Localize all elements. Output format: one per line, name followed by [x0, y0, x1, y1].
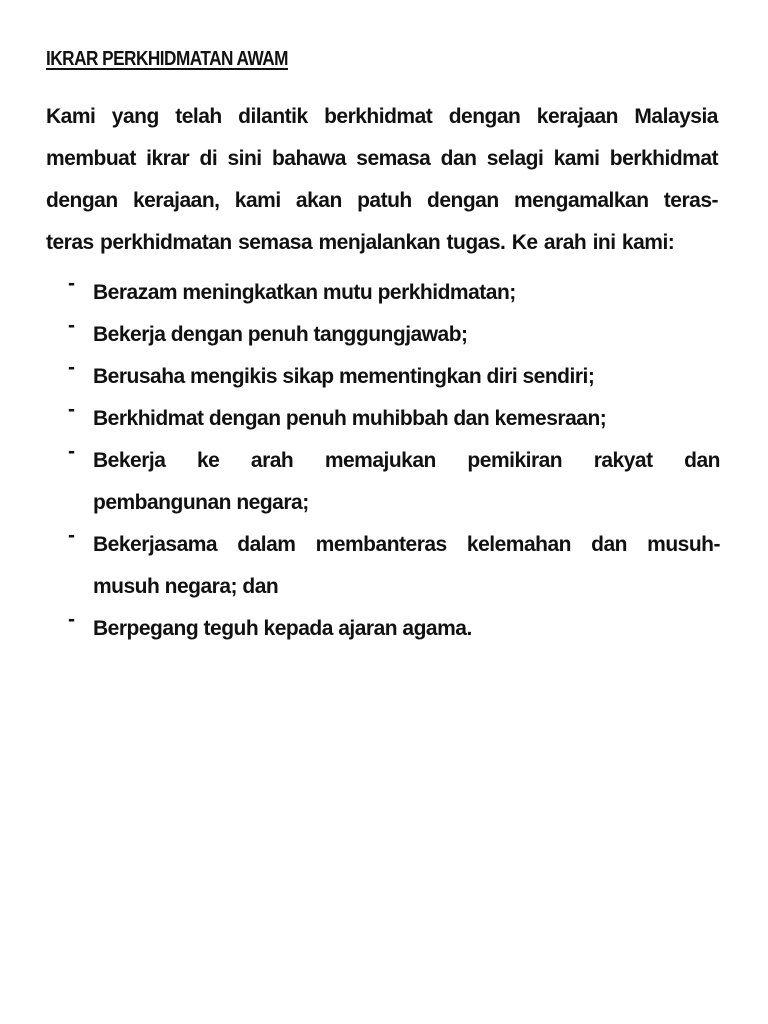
list-item-text: Berusaha mengikis sikap mementingkan diri sendiri; — [93, 365, 595, 388]
paragraph-line: teras perkhidmatan semasa menjalankan tugas. Ke arah ini kami: — [46, 231, 675, 254]
bullet-dash: - — [68, 524, 75, 547]
list-item-text: Berpegang teguh kepada ajaran agama. — [93, 617, 472, 640]
paragraph-line: dengan kerajaan, kami akan patuh dengan mengamalkan teras- — [46, 189, 718, 212]
bullet-dash: - — [68, 356, 75, 379]
list-item-text: Berkhidmat dengan penuh muhibbah dan kemesraan; — [93, 407, 607, 430]
list-item-text: Bekerja dengan penuh tanggungjawab; — [93, 323, 468, 346]
list-item-text: Berazam meningkatkan mutu perkhidmatan; — [93, 281, 516, 304]
bullet-dash: - — [68, 440, 75, 463]
list-item-text: Bekerjasama dalam membanteras kelemahan dan musuh- — [93, 533, 720, 556]
bullet-dash: - — [68, 272, 75, 295]
list-item-text: Bekerja ke arah memajukan pemikiran rakyat dan — [93, 449, 720, 472]
bullet-dash: - — [68, 608, 75, 631]
list-item-text: pembangunan negara; — [93, 491, 309, 514]
list-item-text: musuh negara; dan — [93, 575, 279, 598]
paragraph-line: membuat ikrar di sini bahawa semasa dan selagi kami berkhidmat — [46, 147, 718, 170]
document-title: IKRAR PERKHIDMATAN AWAM — [46, 48, 288, 70]
paragraph-line: Kami yang telah dilantik berkhidmat dengan kerajaan Malaysia — [46, 105, 718, 128]
bullet-dash: - — [68, 314, 75, 337]
bullet-dash: - — [68, 398, 75, 421]
